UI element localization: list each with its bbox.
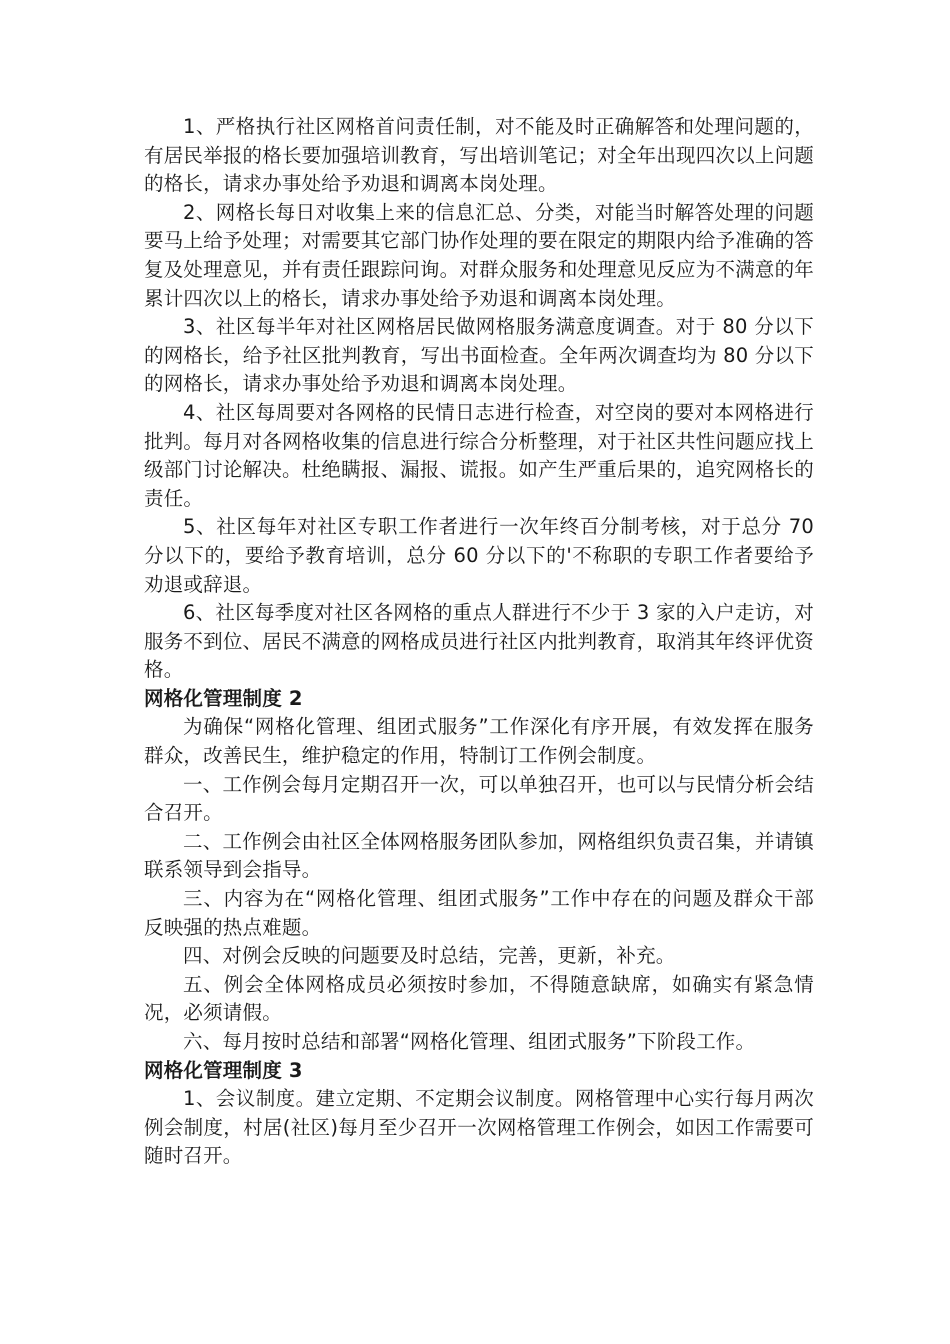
- paragraph: 六、每月按时总结和部署“网格化管理、组团式服务”下阶段工作。: [183, 1030, 756, 1053]
- paragraph: 一、工作例会每月定期召开一次，可以单独召开，也可以与民情分析会结合召开。: [144, 772, 814, 825]
- paragraph: 四、对例会反映的问题要及时总结，完善，更新，补充。: [183, 944, 676, 968]
- section-heading: 网格化管理制度 3: [144, 1058, 303, 1082]
- paragraph: 3、社区每半年对社区网格居民做网格服务满意度调查。对于 80 分以下的网格长，给予社区批判教育，写出书面检查。全年两次调查均为 80 分以下的网格长，请求办事处给予劝退和调离本岗处理。: [144, 315, 814, 396]
- paragraph: 4、社区每周要对各网格的民情日志进行检查，对空岗的要对本网格进行批判。每月对各网格收集的信息进行综合分析整理，对于社区共性问题应找上级部门讨论解决。杜绝瞒报、漏报、谎报。如产生严重后果的，追究网格长的责任。: [144, 400, 814, 510]
- paragraph: 5、社区每年对社区专职工作者进行一次年终百分制考核，对于总分 70 分以下的，要给予教育培训，总分 60 分以下的'不称职的专职工作者要给予劝退或辞退。: [144, 515, 814, 596]
- paragraph: 三、内容为在“网格化管理、组团式服务”工作中存在的问题及群众干部反映强的热点难题。: [144, 887, 814, 939]
- paragraph: 1、会议制度。建立定期、不定期会议制度。网格管理中心实行每月两次例会制度，村居(社区)每月至少召开一次网格管理工作例会，如因工作需要可随时召开。: [144, 1087, 814, 1168]
- paragraph: 2、网格长每日对收集上来的信息汇总、分类，对能当时解答处理的问题要马上给予处理；对需要其它部门协作处理的要在限定的期限内给予准确的答复及处理意见，并有责任跟踪问询。对群众服务和处理意见反应为不满意的年累计四次以上的格长，请求办事处给予劝退和调离本岗处理。: [144, 200, 814, 310]
- paragraph: 五、例会全体网格成员必须按时参加，不得随意缺席，如确实有紧急情况，必须请假。: [144, 972, 814, 1025]
- document-body: [144, 113, 814, 1171]
- section-heading: 网格化管理制度 2: [144, 686, 303, 710]
- paragraph: 1、严格执行社区网格首问责任制，对不能及时正确解答和处理问题的，有居民举报的格长要加强培训教育，写出培训笔记；对全年出现四次以上问题的格长，请求办事处给予劝退和调离本岗处理。: [144, 115, 814, 196]
- paragraph: 6、社区每季度对社区各网格的重点人群进行不少于 3 家的入户走访，对服务不到位、居民不满意的网格成员进行社区内批判教育，取消其年终评优资格。: [144, 601, 814, 682]
- paragraph: 二、工作例会由社区全体网格服务团队参加，网格组织负责召集，并请镇联系领导到会指导。: [144, 829, 814, 882]
- paragraph: 为确保“网格化管理、组团式服务”工作深化有序开展，有效发挥在服务群众，改善民生，维护稳定的作用，特制订工作例会制度。: [144, 715, 814, 768]
